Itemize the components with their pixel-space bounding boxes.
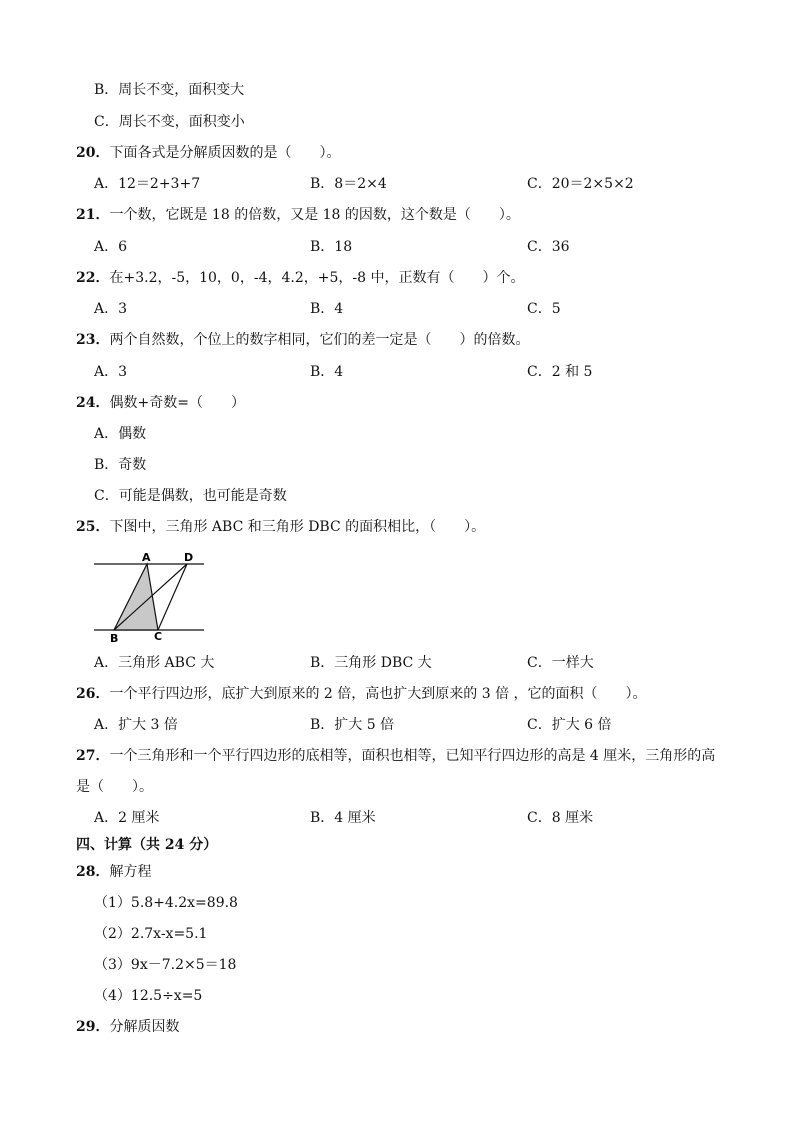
equation-item-1: （1）5.8+4.2x=89.8	[94, 895, 238, 911]
question-stem: 下面各式是分解质因数的是（ ）。	[109, 145, 341, 161]
q27-option-c: C．8 厘米	[527, 810, 594, 826]
q20-option-a: A．12＝2+3+7	[94, 176, 201, 192]
label-b: B	[110, 632, 119, 644]
question-number: 24．	[76, 395, 110, 411]
q22-option-c: C．5	[527, 301, 561, 317]
question-number: 28．	[76, 864, 110, 880]
equation-item-4: （4）12.5÷x=5	[94, 988, 203, 1004]
label-c: C	[154, 630, 163, 643]
question-27-continued: 是（ ）。	[76, 779, 153, 795]
question-21	[76, 205, 520, 225]
question-stem: 下图中，三角形 ABC 和三角形 DBC 的面积相比，（ ）。	[109, 519, 486, 535]
question-stem: 一个数，它既是 18 的倍数，又是 18 的因数，这个数是（ ）。	[109, 207, 520, 223]
segment-cd	[158, 564, 187, 630]
q27-option-b: B．4 厘米	[310, 810, 376, 826]
question-24	[76, 393, 245, 413]
question-23	[76, 330, 529, 350]
q24-option-c: C．可能是偶数，也可能是奇数	[94, 488, 287, 504]
question-29	[76, 1017, 179, 1037]
q24-option-a: A．偶数	[94, 426, 147, 442]
question-number: 20．	[76, 145, 110, 161]
q21-option-c: C．36	[527, 239, 570, 255]
question-number: 29．	[76, 1019, 110, 1035]
q25-option-a: A．三角形 ABC 大	[94, 655, 215, 671]
q23-option-c: C．2 和 5	[527, 364, 593, 380]
question-stem: 偶数+奇数=（ ）	[109, 395, 245, 411]
question-stem: 分解质因数	[109, 1019, 180, 1035]
question-27	[76, 746, 715, 766]
q23-option-a: A．3	[94, 364, 128, 380]
q27-option-a: A．2 厘米	[94, 810, 160, 826]
question-stem: 一个三角形和一个平行四边形的底相等，面积也相等，已知平行四边形的高是 4 厘米，三角形的高	[109, 748, 716, 764]
question-28	[76, 862, 151, 882]
q25-option-c: C．一样大	[527, 655, 594, 671]
q22-option-a: A．3	[94, 301, 128, 317]
question-stem: 两个自然数，个位上的数字相同，它们的差一定是（ ）的倍数。	[109, 332, 530, 348]
question-number: 21．	[76, 207, 110, 223]
label-d: D	[184, 551, 194, 564]
question-number: 22．	[76, 270, 110, 286]
question-stem: 在+3.2，-5，10，0，-4，4.2，+5，-8 中，正数有（ ）个。	[109, 270, 525, 286]
equation-item-3: （3）9x－7.2×5＝18	[94, 957, 237, 973]
question-number: 23．	[76, 332, 110, 348]
q20-option-c: C．20＝2×5×2	[527, 176, 634, 192]
q23-option-b: B．4	[310, 364, 344, 380]
question-20	[76, 143, 340, 163]
q26-option-b: B．扩大 5 倍	[310, 717, 395, 733]
q21-option-a: A．6	[94, 239, 128, 255]
question-22	[76, 268, 524, 288]
q26-option-c: C．扩大 6 倍	[527, 717, 612, 733]
equation-item-2: （2）2.7x-x=5.1	[94, 926, 208, 942]
question-stem: 一个平行四边形，底扩大到原来的 2 倍，高也扩大到原来的 3 倍 ，它的面积（ ）。	[109, 686, 647, 702]
question-number: 26．	[76, 686, 110, 702]
q26-option-a: A．扩大 3 倍	[94, 717, 178, 733]
triangle-abc-shaded	[114, 564, 158, 630]
q20-option-b: B．8＝2×4	[310, 176, 387, 192]
question-number: 27．	[76, 748, 110, 764]
label-a: A	[142, 551, 151, 564]
q19-option-c: C．周长不变，面积变小	[94, 114, 245, 130]
question-number: 25．	[76, 519, 110, 535]
q21-option-b: B．18	[310, 239, 353, 255]
section-title: 四、计算（共 24 分）	[76, 837, 218, 853]
q22-option-b: B．4	[310, 301, 344, 317]
triangle-figure	[90, 548, 210, 644]
question-stem: 解方程	[109, 864, 152, 880]
q19-option-b: B．周长不变，面积变大	[94, 82, 245, 98]
q25-option-b: B．三角形 DBC 大	[310, 655, 432, 671]
question-26	[76, 684, 647, 704]
q24-option-b: B．奇数	[94, 457, 147, 473]
question-25	[76, 517, 485, 537]
